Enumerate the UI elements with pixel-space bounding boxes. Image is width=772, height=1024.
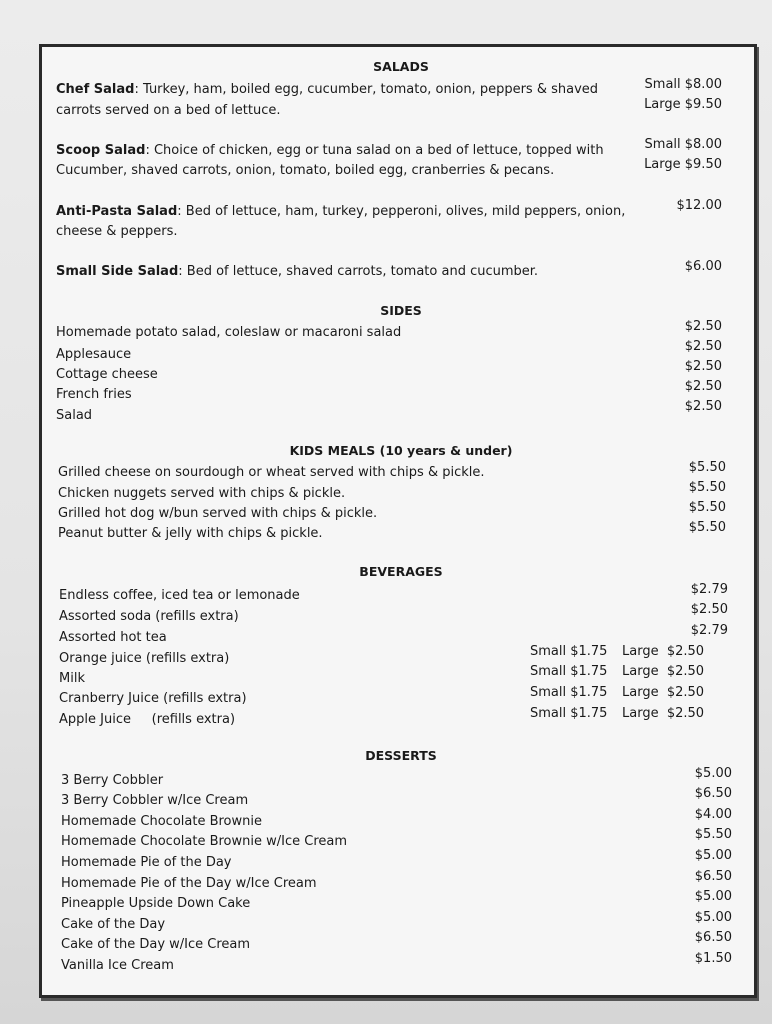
list-item-price: $2.50 [690, 602, 728, 617]
scoop-salad-line2: Cucumber, shaved carrots, onion, tomato, boiled egg, cranberries & pecans. [56, 163, 555, 178]
small-price: Small $1.75 [530, 685, 608, 700]
menu-frame [39, 44, 757, 998]
list-item-price: $2.50 [684, 359, 722, 374]
list-item-price: $2.50 [684, 339, 722, 354]
chef-salad-large-price: Large $9.50 [644, 97, 722, 112]
antipasta-salad-line2: cheese & peppers. [56, 224, 178, 239]
sides-heading: SIDES [380, 303, 422, 318]
antipasta-salad-name: Anti-Pasta Salad [56, 204, 178, 219]
list-item: Cottage cheese [56, 367, 158, 382]
scoop-salad-name: Scoop Salad [56, 143, 146, 158]
list-item: Assorted hot tea [59, 630, 167, 645]
small-price: Small $1.75 [530, 664, 608, 679]
list-item: Homemade Pie of the Day w/Ice Cream [61, 876, 317, 891]
list-item: Pineapple Upside Down Cake [61, 896, 251, 911]
list-item: 3 Berry Cobbler w/Ice Cream [61, 793, 249, 808]
antipasta-salad-price: $12.00 [676, 198, 722, 213]
chef-salad-small-price: Small $8.00 [644, 77, 722, 92]
scoop-salad-small-price: Small $8.00 [644, 137, 722, 152]
list-item-price: $6.50 [694, 930, 732, 945]
small-price: Small $1.75 [530, 644, 608, 659]
scoop-salad-line1 [56, 143, 604, 158]
list-item-price: $4.00 [694, 807, 732, 822]
large-price: Large $2.50 [622, 706, 705, 721]
list-item-price: $2.50 [684, 379, 722, 394]
list-item-price: $5.50 [688, 480, 726, 495]
list-item-price: $2.79 [690, 582, 728, 597]
list-item: 3 Berry Cobbler [61, 773, 164, 788]
list-item: Homemade potato salad, coleslaw or macaroni salad [56, 325, 402, 340]
list-item: Homemade Chocolate Brownie [61, 814, 262, 829]
list-item-price: $5.00 [694, 910, 732, 925]
list-item: Applesauce [56, 347, 132, 362]
list-item: Apple Juice (refills extra) [59, 712, 236, 727]
scoop-salad-desc: : Choice of chicken, egg or tuna salad on a bed of lettuce, topped with [145, 143, 604, 158]
side-salad-name: Small Side Salad [56, 264, 179, 279]
beverages-heading: BEVERAGES [359, 564, 443, 579]
chef-salad-desc: : Turkey, ham, boiled egg, cucumber, tomato, onion, peppers & shaved [134, 82, 599, 97]
salads-heading: SALADS [373, 59, 429, 74]
list-item: French fries [56, 387, 132, 402]
list-item-price: $5.00 [694, 889, 732, 904]
list-item: Homemade Chocolate Brownie w/Ice Cream [61, 834, 348, 849]
list-item-price: $5.50 [688, 520, 726, 535]
list-item-price: $2.79 [690, 623, 728, 638]
list-item: Chicken nuggets served with chips & pickle. [58, 486, 346, 501]
list-item-price: $6.50 [694, 869, 732, 884]
kids-meals-heading: KIDS MEALS (10 years & under) [289, 443, 513, 458]
list-item: Salad [56, 408, 93, 423]
scoop-salad-large-price: Large $9.50 [644, 157, 722, 172]
list-item: Endless coffee, iced tea or lemonade [59, 588, 300, 603]
list-item: Grilled cheese on sourdough or wheat served with chips & pickle. [58, 465, 485, 480]
list-item: Homemade Pie of the Day [61, 855, 232, 870]
list-item-price: $5.50 [688, 500, 726, 515]
list-item: Cranberry Juice (refills extra) [59, 691, 247, 706]
list-item: Orange juice (refills extra) [59, 651, 230, 666]
chef-salad-name: Chef Salad [56, 82, 135, 97]
list-item: Grilled hot dog w/bun served with chips & pickle. [58, 506, 378, 521]
desserts-heading: DESSERTS [365, 748, 437, 763]
list-item: Vanilla Ice Cream [61, 958, 174, 973]
small-price: Small $1.75 [530, 706, 608, 721]
large-price: Large $2.50 [622, 664, 705, 679]
list-item: Assorted soda (refills extra) [59, 609, 239, 624]
list-item: Cake of the Day w/Ice Cream [61, 937, 251, 952]
large-price: Large $2.50 [622, 644, 705, 659]
list-item-price: $2.50 [684, 399, 722, 414]
side-salad-price: $6.00 [684, 259, 722, 274]
large-price: Large $2.50 [622, 685, 705, 700]
list-item-price: $5.00 [694, 766, 732, 781]
side-salad-desc: : Bed of lettuce, shaved carrots, tomato and cucumber. [178, 264, 539, 279]
chef-salad-line1 [56, 82, 598, 97]
side-salad-line [56, 264, 538, 279]
list-item-price: $2.50 [684, 319, 722, 334]
chef-salad-line2: carrots served on a bed of lettuce. [56, 103, 281, 118]
list-item-price: $5.50 [694, 827, 732, 842]
list-item-price: $5.00 [694, 848, 732, 863]
antipasta-salad-desc: : Bed of lettuce, ham, turkey, pepperoni, olives, mild peppers, onion, [177, 204, 626, 219]
antipasta-salad-line1 [56, 204, 625, 219]
list-item: Peanut butter & jelly with chips & pickle. [58, 526, 323, 541]
list-item: Milk [59, 671, 85, 686]
list-item-price: $5.50 [688, 460, 726, 475]
list-item: Cake of the Day [61, 917, 166, 932]
list-item-price: $6.50 [694, 786, 732, 801]
list-item-price: $1.50 [694, 951, 732, 966]
